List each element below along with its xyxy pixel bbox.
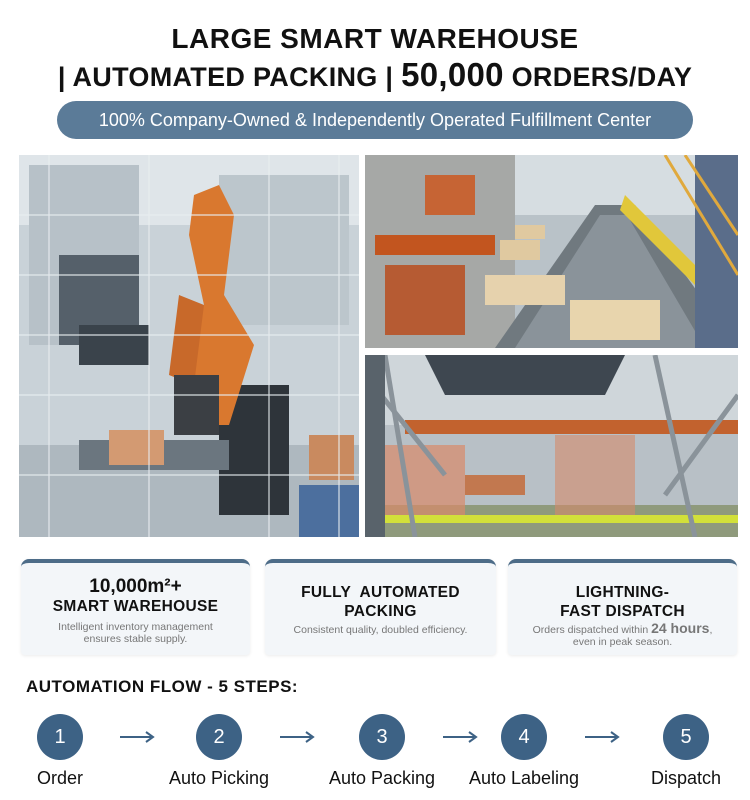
flow-step-auto-picking xyxy=(139,714,299,789)
flow-title: AUTOMATION FLOW - 5 STEPS: xyxy=(26,677,299,696)
fast-dispatch-title2: FAST DISPATCH xyxy=(560,603,685,620)
subtitle-pill: 100% Company-Owned & Independently Operated Fulfillment Center xyxy=(57,101,693,139)
flow-step-dispatch xyxy=(606,714,750,789)
fast-dispatch-desc-line2: even in peak season. xyxy=(572,636,673,648)
flow-step-auto-labeling xyxy=(444,714,604,789)
headline-line2-suffix: ORDERS/DAY xyxy=(503,62,693,92)
dispatch-desc-prefix: Orders dispatched within xyxy=(532,624,652,636)
step-label: Auto Picking xyxy=(168,768,270,788)
automated-packing-title1: FULLY AUTOMATED xyxy=(301,584,460,601)
step-label: Order xyxy=(36,768,83,788)
robot-arm-packing-photo xyxy=(19,155,359,537)
warehouse-desc-line2: ensures stable supply. xyxy=(83,633,188,645)
warehouse-size-card xyxy=(21,559,250,655)
warehouse-size-value: 10,000m²+ xyxy=(89,576,182,597)
automated-packing-title2: PACKING xyxy=(344,603,417,620)
headline-line1: LARGE SMART WAREHOUSE xyxy=(171,23,579,54)
step-number: 5 xyxy=(663,714,709,760)
orders-number: 50,000 xyxy=(401,56,504,93)
step-number: 1 xyxy=(37,714,83,760)
dispatch-hours: 24 hours xyxy=(651,620,710,636)
headline-line2 xyxy=(0,56,750,96)
step-label: Auto Packing xyxy=(328,768,436,788)
step-number: 3 xyxy=(359,714,405,760)
fast-dispatch-desc xyxy=(508,622,737,648)
headline xyxy=(0,22,750,96)
flow-step-order xyxy=(0,714,140,789)
dispatch-desc-suffix: , xyxy=(709,624,713,636)
headline-line2-prefix: | AUTOMATED PACKING | xyxy=(57,62,402,92)
warehouse-size-desc xyxy=(21,621,250,645)
flow-step-auto-packing xyxy=(302,714,462,789)
warehouse-size-label: SMART WAREHOUSE xyxy=(52,598,219,615)
step-number: 4 xyxy=(501,714,547,760)
step-label: Auto Labeling xyxy=(468,768,580,788)
step-label: Dispatch xyxy=(650,768,722,788)
automated-packing-desc: Consistent quality, doubled efficiency. xyxy=(293,624,468,636)
fast-dispatch-card xyxy=(508,559,737,655)
overhead-conveyor-photo xyxy=(365,355,738,537)
fast-dispatch-desc-line1 xyxy=(508,622,737,636)
step-number: 2 xyxy=(196,714,242,760)
conveyor-belt-photo xyxy=(365,155,738,348)
automated-packing-card xyxy=(265,559,496,655)
warehouse-desc-line1: Intelligent inventory management xyxy=(58,621,213,633)
fast-dispatch-title1: LIGHTNING- xyxy=(575,584,670,601)
